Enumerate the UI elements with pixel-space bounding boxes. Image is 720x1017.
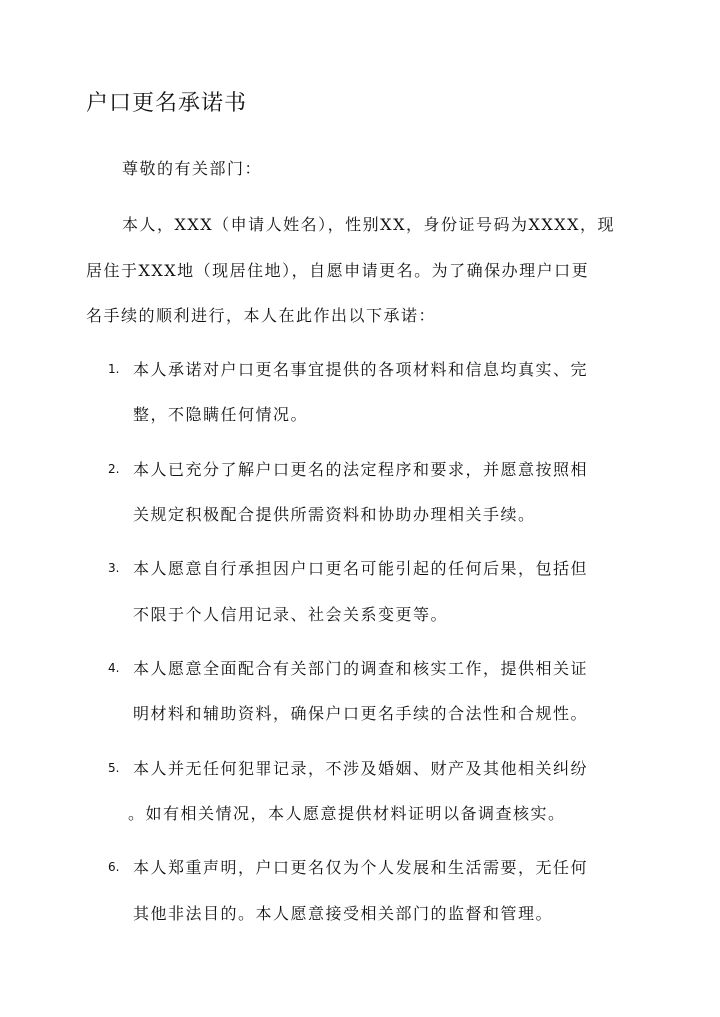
list-item-number: 4. bbox=[108, 661, 120, 675]
list-item-line-1: 本人郑重声明，户口更名仅为个人发展和生活需要，无任何 bbox=[133, 858, 589, 877]
list-item-number: 1. bbox=[108, 362, 120, 376]
list-item-line-1: 本人承诺对户口更名事宜提供的各项材料和信息均真实、完 bbox=[133, 360, 589, 379]
list-item-line-1: 本人愿意自行承担因户口更名可能引起的任何后果，包括但 bbox=[133, 559, 589, 578]
intro-line-3: 名手续的顺利进行，本人在此作出以下承诺： bbox=[86, 306, 437, 325]
list-item-number: 5. bbox=[108, 761, 120, 775]
list-item-line-2: 关规定积极配合提供所需资料和协助办理相关手续。 bbox=[133, 505, 536, 524]
list-item-number: 2. bbox=[108, 462, 120, 476]
list-item-line-1: 本人愿意全面配合有关部门的调查和核实工作，提供相关证 bbox=[133, 659, 589, 678]
intro-line-2: 居住于XXX地（现居住地），自愿申请更名。为了确保办理户口更 bbox=[86, 261, 590, 280]
intro-line-1: 本人，XXX（申请人姓名），性别XX，身份证号码为XXXX，现 bbox=[122, 215, 616, 234]
list-item-line-2: 明材料和辅助资料，确保户口更名手续的合法性和合规性。 bbox=[133, 704, 589, 723]
list-item-line-2: 。如有相关情况，本人愿意提供材料证明以备调查核实。 bbox=[128, 804, 566, 823]
list-item-number: 6. bbox=[108, 860, 120, 874]
list-item-number: 3. bbox=[108, 561, 120, 575]
list-item-line-2: 不限于个人信用记录、社会关系变更等。 bbox=[133, 605, 449, 624]
salutation: 尊敬的有关部门： bbox=[122, 159, 263, 178]
list-item-line-1: 本人已充分了解户口更名的法定程序和要求，并愿意按照相 bbox=[133, 460, 589, 479]
document-title: 户口更名承诺书 bbox=[86, 91, 248, 116]
list-item-line-2: 整，不隐瞒任何情况。 bbox=[133, 405, 309, 424]
list-item-line-2: 其他非法目的。本人愿意接受相关部门的监督和管理。 bbox=[133, 904, 554, 923]
list-item-line-1: 本人并无任何犯罪记录，不涉及婚姻、财产及其他相关纠纷 bbox=[133, 759, 589, 778]
